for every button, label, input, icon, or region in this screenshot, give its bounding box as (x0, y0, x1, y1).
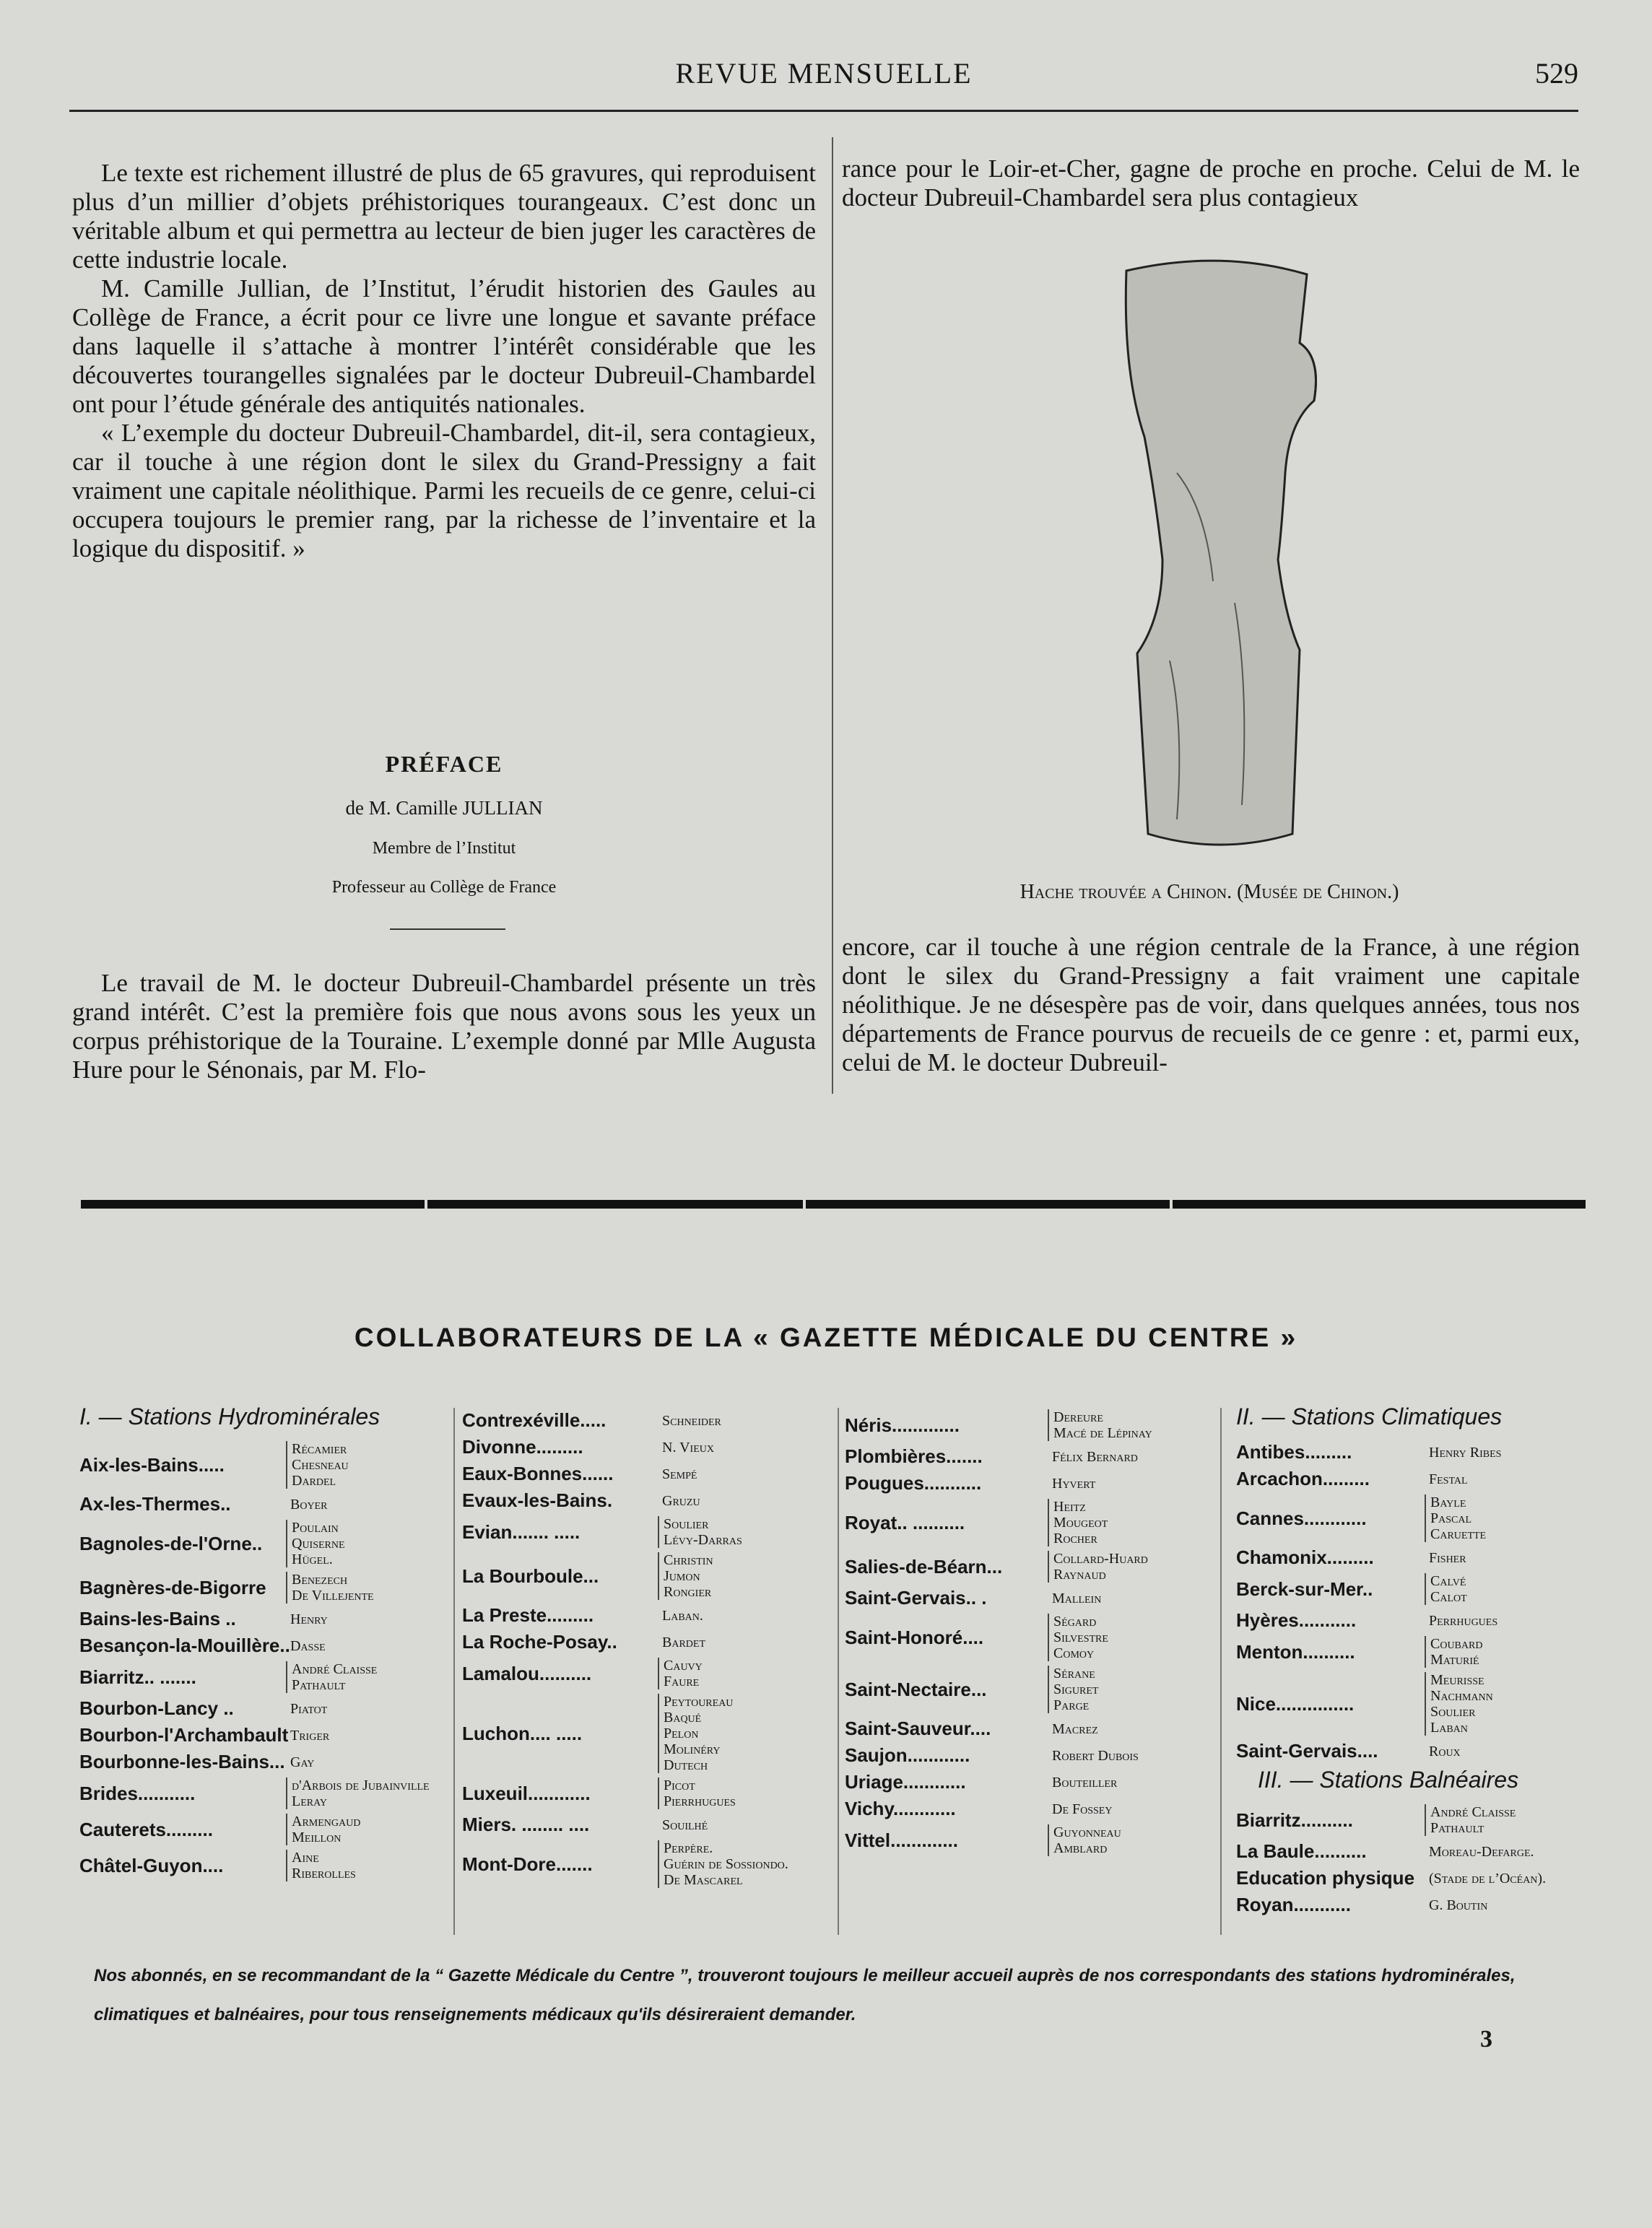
left-column (72, 159, 816, 563)
station-name: Lamalou.......... (462, 1662, 592, 1684)
station-name: Education physique (1236, 1867, 1415, 1889)
collaborator-row (462, 1631, 838, 1653)
column-climatiques-balneaires (1236, 1404, 1583, 1939)
figure-caption (838, 881, 1581, 904)
collaborator-row (79, 1520, 440, 1567)
section-title: II. — Stations Climatiques (1236, 1404, 1503, 1430)
collaborator-row (1236, 1494, 1583, 1542)
signature-mark: 3 (1480, 2026, 1492, 2053)
collaborator-row (79, 1572, 440, 1603)
collaborator-row (1236, 1636, 1583, 1668)
station-name: Bagnères-de-Bigorre (79, 1576, 266, 1598)
station-name: La Baule.......... (1236, 1840, 1367, 1862)
station-name: Antibes......... (1236, 1441, 1352, 1463)
collaborator-row (462, 1814, 838, 1836)
station-name: Vittel............. (845, 1829, 959, 1851)
collaborator-row (1236, 1573, 1583, 1605)
station-name: La Preste......... (462, 1604, 594, 1626)
doctor-names: Bardet (662, 1634, 706, 1650)
doctor-names: Ségard Silvestre Comoy (1048, 1614, 1108, 1661)
doctor-names: Poulain Quiserne Hügel. (286, 1520, 345, 1567)
column-rule (832, 137, 833, 1094)
station-name: Bains-les-Bains .. (79, 1608, 236, 1629)
station-name: Brides........... (79, 1782, 196, 1804)
station-name: Vichy............ (845, 1798, 956, 1819)
collaborator-row (462, 1604, 838, 1627)
collaborator-row (79, 1724, 440, 1746)
doctor-names: Triger (290, 1727, 330, 1744)
collaborator-row (462, 1552, 838, 1600)
station-name: Miers. ........ .... (462, 1814, 590, 1835)
station-name: Néris............. (845, 1414, 960, 1436)
doctor-names: G. Boutin (1429, 1897, 1488, 1913)
station-name: Biarritz.. ....... (79, 1666, 196, 1688)
collaborator-row (79, 1850, 440, 1881)
station-name: Cauterets......... (79, 1818, 213, 1840)
collaborator-row (845, 1718, 1213, 1740)
doctor-names: Schneider (662, 1412, 721, 1429)
doctor-names: Macrez (1052, 1720, 1098, 1737)
station-name: Ax-les-Thermes.. (79, 1493, 231, 1515)
collaborator-row (845, 1798, 1213, 1820)
collaborator-row (1236, 1867, 1583, 1889)
collaborator-row (79, 1608, 440, 1630)
collaborator-row (79, 1441, 440, 1489)
collaborator-row (79, 1777, 440, 1809)
doctor-names: Boyer (290, 1496, 328, 1513)
station-name: La Roche-Posay.. (462, 1631, 617, 1653)
footnote: Nos abonnés, en se recommandant de la “ Gazette Médicale du Centre ”, trouveront toujours le meilleur accueil auprès de nos correspondants des stations hydrominérales, climatiques et balnéaires, pour tous renseignements médicaux qu'ils désireraient demander. (94, 1966, 1516, 2024)
paragraph: Le travail de M. le docteur Dubreuil-Chambardel présente un très grand intérêt. C’est la première fois que nous avons sous les yeux un corpus préhistorique de la Touraine. L’exemple donné par Mlle Augusta Hure pour le Sénonais, par M. Flo- (72, 969, 816, 1084)
doctor-names: Gruzu (662, 1492, 700, 1509)
station-name: Uriage............ (845, 1771, 966, 1793)
station-name: Contrexéville..... (462, 1409, 607, 1431)
doctor-names: Meurisse Nachmann Soulier Laban (1425, 1672, 1493, 1736)
rule-bar (427, 1200, 803, 1209)
section-title: III. — Stations Balnéaires (1258, 1767, 1519, 1793)
station-name: Aix-les-Bains..... (79, 1453, 225, 1476)
collaborator-row (462, 1489, 838, 1512)
column-hydrominerales-1 (79, 1404, 440, 1939)
collaborator-row (79, 1493, 440, 1515)
collaborator-row (1236, 1468, 1583, 1490)
station-name: Saint-Nectaire... (845, 1678, 987, 1700)
paragraph: encore, car il touche à une région centrale de la France, à une région dont le silex du Grand-Pressigny a fait vraiment une capitale néolithique. Je ne désespère pas de voir, dans quelques années, tous nos départements de France pourvus de recueils de ce genre : et, parmi eux, celui de M. le docteur Dubreuil- (842, 933, 1580, 1076)
collaborator-row (1236, 1441, 1583, 1463)
doctor-names: Félix Bernard (1052, 1448, 1138, 1465)
collaborator-row (845, 1824, 1213, 1856)
station-name: Bourbon-Lancy .. (79, 1697, 234, 1719)
paragraph: rance pour le Loir-et-Cher, gagne de proche en proche. Celui de M. le docteur Dubreuil-Chambardel sera plus contagieux (842, 155, 1580, 212)
collaborator-row (462, 1777, 838, 1809)
doctor-names: Henry (290, 1611, 328, 1627)
collaborator-row (845, 1499, 1213, 1546)
collaborator-row (79, 1635, 440, 1657)
doctor-names: Roux (1429, 1743, 1461, 1759)
doctor-names: Dereure Macé de Lépinay (1048, 1409, 1152, 1441)
station-name: Châtel-Guyon.... (79, 1854, 224, 1876)
station-name: Saint-Gervais.. . (845, 1587, 987, 1609)
doctor-names: André Claisse Pathault (286, 1661, 377, 1693)
collaborator-row (845, 1744, 1213, 1767)
preface-title: PRÉFACE (385, 751, 503, 777)
doctor-names: Bouteiller (1052, 1774, 1118, 1790)
station-name: Mont-Dore....... (462, 1853, 593, 1875)
station-name: Bourbonne-les-Bains... (79, 1751, 285, 1772)
caption-text: Hache trouvée a Chinon. (Musée de Chinon.) (1020, 881, 1399, 903)
collaborator-row (79, 1814, 440, 1845)
doctor-names: (Stade de l’Océan). (1429, 1870, 1547, 1887)
left-bottom-paragraph (72, 969, 816, 1084)
doctor-names: Coubard Maturié (1425, 1636, 1482, 1668)
collaborator-row (845, 1587, 1213, 1609)
doctor-names: Sempé (662, 1466, 697, 1482)
collaborator-row (1236, 1740, 1583, 1762)
axe-illustration (1105, 256, 1336, 848)
doctor-names: N. Vieux (662, 1439, 714, 1455)
collaborator-row (462, 1409, 838, 1432)
collaborator-row (1236, 1804, 1583, 1836)
station-name: Luchon.... ..... (462, 1722, 583, 1744)
right-top-paragraph (842, 155, 1580, 212)
collaborator-row (79, 1751, 440, 1773)
doctor-names: Perpère. Guérin de Sossiondo. De Mascarel (658, 1840, 788, 1888)
collaborator-row (1236, 1546, 1583, 1569)
doctor-names: Heitz Mougeot Rocher (1048, 1499, 1108, 1546)
station-name: Bourbon-l'Archambault (79, 1724, 289, 1746)
station-name: Evian....... ..... (462, 1520, 581, 1543)
station-name: Berck-sur-Mer.. (1236, 1578, 1373, 1600)
doctor-names: Calvé Calot (1425, 1573, 1467, 1605)
page-number: 529 (1535, 57, 1578, 90)
collaborator-row (1236, 1894, 1583, 1916)
collaborator-row (845, 1614, 1213, 1661)
station-name: Evaux-les-Bains. (462, 1489, 613, 1511)
running-header (69, 52, 1578, 112)
collaborator-row (462, 1516, 838, 1548)
paragraph: « L’exemple du docteur Dubreuil-Chambardel, dit-il, sera contagieux, car il touche à une région dont le silex du Grand-Pressigny a fait vraiment une capitale néolithique. Parmi les recueils de ce genre, celui-ci occupera toujours le premier rang, par la richesse de l’inventaire et la logique du dispositif. » (72, 419, 816, 562)
collaborator-row (79, 1661, 440, 1693)
station-name: Eaux-Bonnes...... (462, 1463, 614, 1484)
rule-bar (81, 1200, 425, 1209)
doctor-names: Perrhugues (1429, 1612, 1498, 1629)
doctor-names: Piatot (290, 1700, 328, 1717)
rule-bar (806, 1200, 1170, 1209)
doctor-names: Aine Riberolles (286, 1850, 356, 1881)
station-name: Salies-de-Béarn... (845, 1555, 1003, 1578)
doctor-names: Armengaud Meillon (286, 1814, 360, 1845)
doctor-names: Benezech De Villejente (286, 1572, 374, 1603)
collaborators-heading: COLLABORATEURS DE LA « GAZETTE MÉDICALE DU CENTRE » (354, 1323, 1298, 1352)
station-name: Royan........... (1236, 1894, 1351, 1915)
preface-line: Membre de l’Institut (372, 839, 516, 858)
doctor-names: André Claisse Pathault (1425, 1804, 1516, 1836)
column-hydrominerales-2 (462, 1405, 838, 1941)
station-name: Saint-Sauveur.... (845, 1718, 991, 1739)
doctor-names: Fisher (1429, 1549, 1466, 1566)
collaborator-row (1236, 1609, 1583, 1632)
collaborator-row (845, 1409, 1213, 1441)
doctor-names: Souilhé (662, 1816, 708, 1833)
collaborator-row (845, 1551, 1213, 1583)
station-name: Bagnoles-de-l'Orne.. (79, 1532, 263, 1554)
preface-line: Professeur au Collège de France (331, 878, 557, 897)
station-name: Saint-Honoré.... (845, 1626, 984, 1648)
collaborator-row (1236, 1840, 1583, 1863)
doctor-names: Collard-Huard Raynaud (1048, 1551, 1148, 1583)
doctor-names: d'Arbois de Jubainville Leray (286, 1777, 430, 1809)
doctor-names: Guyonneau Amblard (1048, 1824, 1121, 1856)
collaborator-row (462, 1694, 838, 1773)
preface-author: de M. Camille JULLIAN (345, 797, 543, 819)
doctor-names: Dasse (290, 1637, 326, 1654)
doctor-names: Hyvert (1052, 1475, 1096, 1492)
doctor-names: De Fossey (1052, 1801, 1113, 1817)
doctor-names: Picot Pierrhugues (658, 1777, 736, 1809)
column-rule (838, 1408, 839, 1935)
doctor-names: Moreau-Defarge. (1429, 1843, 1534, 1860)
doctor-names: Gay (290, 1754, 315, 1770)
station-name: Nice............... (1236, 1692, 1355, 1715)
collaborator-row (462, 1463, 838, 1485)
station-name: Cannes............ (1236, 1507, 1367, 1529)
collaborator-row (845, 1472, 1213, 1494)
paragraph: Le texte est richement illustré de plus de 65 gravures, qui reproduisent plus d’un millier d’objets préhistoriques tourangeaux. C’est donc un véritable album et qui permettra au lecteur de bien juger les caractères de cette industrie locale. (72, 159, 816, 274)
doctor-names: Henry Ribes (1429, 1444, 1502, 1461)
collaborator-row (462, 1840, 838, 1888)
doctor-names: Cauvy Faure (658, 1658, 703, 1689)
station-name: Saujon............ (845, 1744, 970, 1766)
doctor-names: Robert Dubois (1052, 1747, 1139, 1764)
station-name: Plombières....... (845, 1445, 983, 1467)
doctor-names: Soulier Lévy-Darras (658, 1516, 742, 1548)
paragraph: M. Camille Jullian, de l’Institut, l’érudit historien des Gaules au Collège de France, a écrit pour ce livre une longue et savante préface dans laquelle il s’attache à montrer l’intérêt considérable que les découvertes tourangelles signalées par le docteur Dubreuil-Chambardel ont pour l’étude générale des antiquités nationales. (72, 274, 816, 418)
station-name: Chamonix......... (1236, 1546, 1374, 1568)
collaborator-row (79, 1697, 440, 1720)
journal-title: REVUE MENSUELLE (675, 57, 973, 90)
collaborator-row (462, 1658, 838, 1689)
station-name: Besançon-la-Mouillère.. (79, 1635, 290, 1656)
column-rule (1220, 1408, 1222, 1935)
collaborator-row (1236, 1672, 1583, 1736)
doctor-names: Mallein (1052, 1590, 1102, 1606)
station-name: Biarritz.......... (1236, 1809, 1353, 1831)
column-rule (453, 1408, 455, 1935)
divider (390, 928, 505, 930)
station-name: Pougues........... (845, 1472, 982, 1494)
doctor-names: Sérane Siguret Parge (1048, 1666, 1098, 1713)
collaborator-row (845, 1666, 1213, 1713)
column-hydrominerales-3 (845, 1405, 1213, 1941)
station-name: Menton.......... (1236, 1640, 1355, 1663)
doctor-names: Bayle Pascal Caruette (1425, 1494, 1486, 1542)
doctor-names: Peytoureau Baqué Pelon Molinéry Dutech (658, 1694, 733, 1773)
station-name: Saint-Gervais.... (1236, 1740, 1378, 1762)
station-name: Divonne......... (462, 1436, 583, 1458)
doctor-names: Récamier Chesneau Dardel (286, 1441, 349, 1489)
doctor-names: Festal (1429, 1471, 1468, 1487)
station-name: Luxeuil............ (462, 1782, 591, 1804)
collaborator-row (845, 1771, 1213, 1793)
station-name: Royat.. .......... (845, 1511, 965, 1533)
right-bottom-paragraph (842, 933, 1580, 1077)
station-name: La Bourboule... (462, 1565, 599, 1587)
station-name: Hyères........... (1236, 1609, 1357, 1631)
collaborator-row (462, 1436, 838, 1458)
station-name: Arcachon......... (1236, 1468, 1370, 1489)
section-title: I. — Stations Hydrominérales (79, 1404, 381, 1430)
doctor-names: Laban. (662, 1607, 703, 1624)
doctor-names: Christin Jumon Rongier (658, 1552, 713, 1600)
rule-bar (1173, 1200, 1586, 1209)
collaborator-row (845, 1445, 1213, 1468)
